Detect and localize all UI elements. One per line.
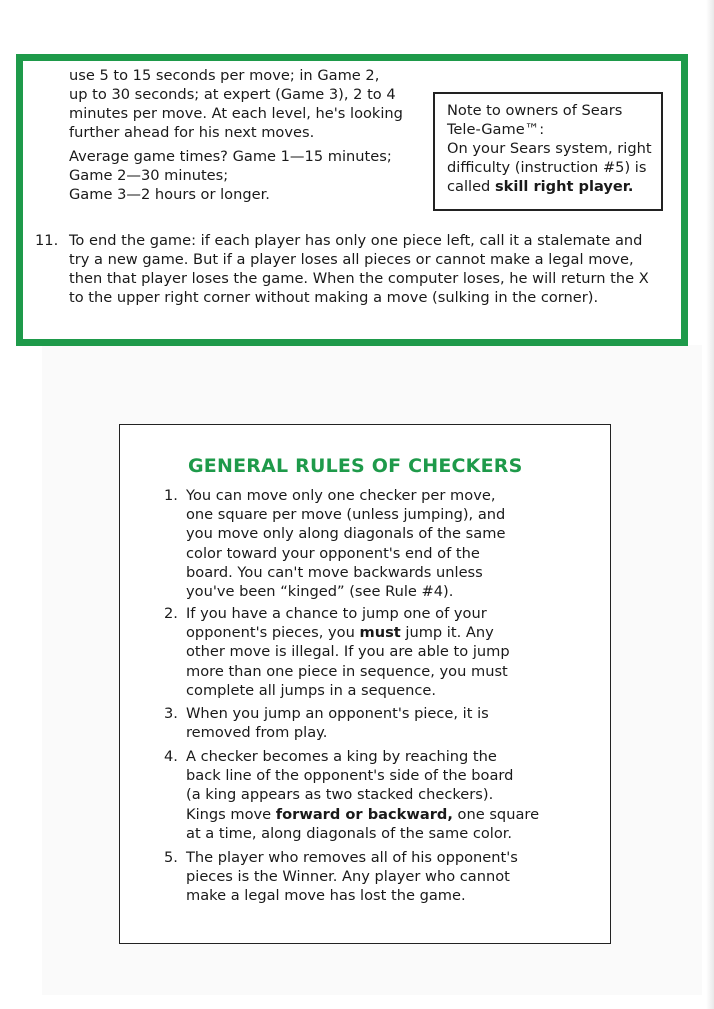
- text-segment: opponent's pieces, you: [186, 624, 360, 642]
- text-line: [186, 623, 494, 642]
- rule-number: 2.: [164, 605, 178, 622]
- text-line: make a legal move has lost the game.: [186, 887, 466, 905]
- note-line: difficulty (instruction #5) is: [447, 159, 647, 176]
- text-line: Average game times? Game 1—15 minutes;: [69, 148, 392, 165]
- skill-right-player-term: skill right player.: [494, 178, 634, 195]
- text-line: try a new game. But if a player loses all pieces or cannot make a legal move,: [69, 251, 634, 268]
- text-line: use 5 to 15 seconds per move; in Game 2,: [69, 67, 380, 84]
- note-line: Note to owners of Sears: [447, 102, 623, 119]
- text-segment: jump it. Any: [400, 624, 494, 642]
- text-line: The player who removes all of his opponent's: [186, 849, 518, 866]
- forward-backward-emphasis: forward or backward,: [275, 805, 453, 823]
- text-line: pieces is the Winner. Any player who cannot: [186, 868, 510, 886]
- note-line: Tele-Game™:: [447, 121, 545, 138]
- text-line: one square per move (unless jumping), and: [186, 506, 506, 524]
- text-line: If you have a chance to jump one of your: [186, 605, 487, 622]
- text-line: other move is illegal. If you are able to jump: [186, 643, 510, 661]
- note-line: [447, 177, 633, 196]
- text-line: more than one piece in sequence, you must: [186, 662, 508, 680]
- text-line: To end the game: if each player has only one piece left, call it a stalemate and: [69, 232, 643, 249]
- text-line: back line of the opponent's side of the board: [186, 767, 514, 785]
- text-line: removed from play.: [186, 724, 328, 742]
- text-line: Game 3—2 hours or longer.: [69, 186, 270, 203]
- checkers-rules-box: [119, 424, 611, 944]
- text-line: to the upper right corner without making a move (sulking in the corner).: [69, 289, 599, 306]
- text-line: further ahead for his next moves.: [69, 124, 315, 141]
- rules-title: GENERAL RULES OF CHECKERS: [188, 455, 523, 477]
- text-line: When you jump an opponent's piece, it is: [186, 705, 489, 722]
- rule-number: 4.: [164, 748, 178, 765]
- page-edge: [706, 0, 714, 1009]
- text-line: minutes per move. At each level, he's looking: [69, 105, 403, 122]
- text-line: board. You can't move backwards unless: [186, 563, 483, 581]
- rule-number: 5.: [164, 849, 178, 866]
- text-segment: Kings move: [186, 805, 276, 823]
- text-line: color toward your opponent's end of the: [186, 544, 480, 562]
- instructions-continued-box: [16, 54, 688, 346]
- note-line: On your Sears system, right: [447, 140, 652, 157]
- text-segment: one square: [452, 805, 540, 823]
- rule-number: 3.: [164, 705, 178, 722]
- text-line: (a king appears as two stacked checkers).: [186, 786, 494, 804]
- text-line: at a time, along diagonals of the same color.: [186, 824, 513, 842]
- text-line: Game 2—30 minutes;: [69, 167, 229, 184]
- text-line: up to 30 seconds; at expert (Game 3), 2 to 4: [69, 86, 396, 103]
- rule-number: 1.: [164, 487, 178, 504]
- text-line: [186, 805, 539, 824]
- must-emphasis: must: [359, 624, 401, 642]
- text-line: A checker becomes a king by reaching the: [186, 748, 497, 765]
- text-line: you've been “kinged” (see Rule #4).: [186, 583, 454, 600]
- text-line: You can move only one checker per move,: [186, 487, 496, 504]
- item-number: 11.: [35, 232, 59, 249]
- text-line: you move only along diagonals of the same: [186, 525, 506, 543]
- sears-note-box: [433, 92, 663, 211]
- note-text: called: [447, 178, 495, 195]
- text-line: then that player loses the game. When the computer loses, he will return the X: [69, 270, 649, 287]
- text-line: complete all jumps in a sequence.: [186, 681, 437, 699]
